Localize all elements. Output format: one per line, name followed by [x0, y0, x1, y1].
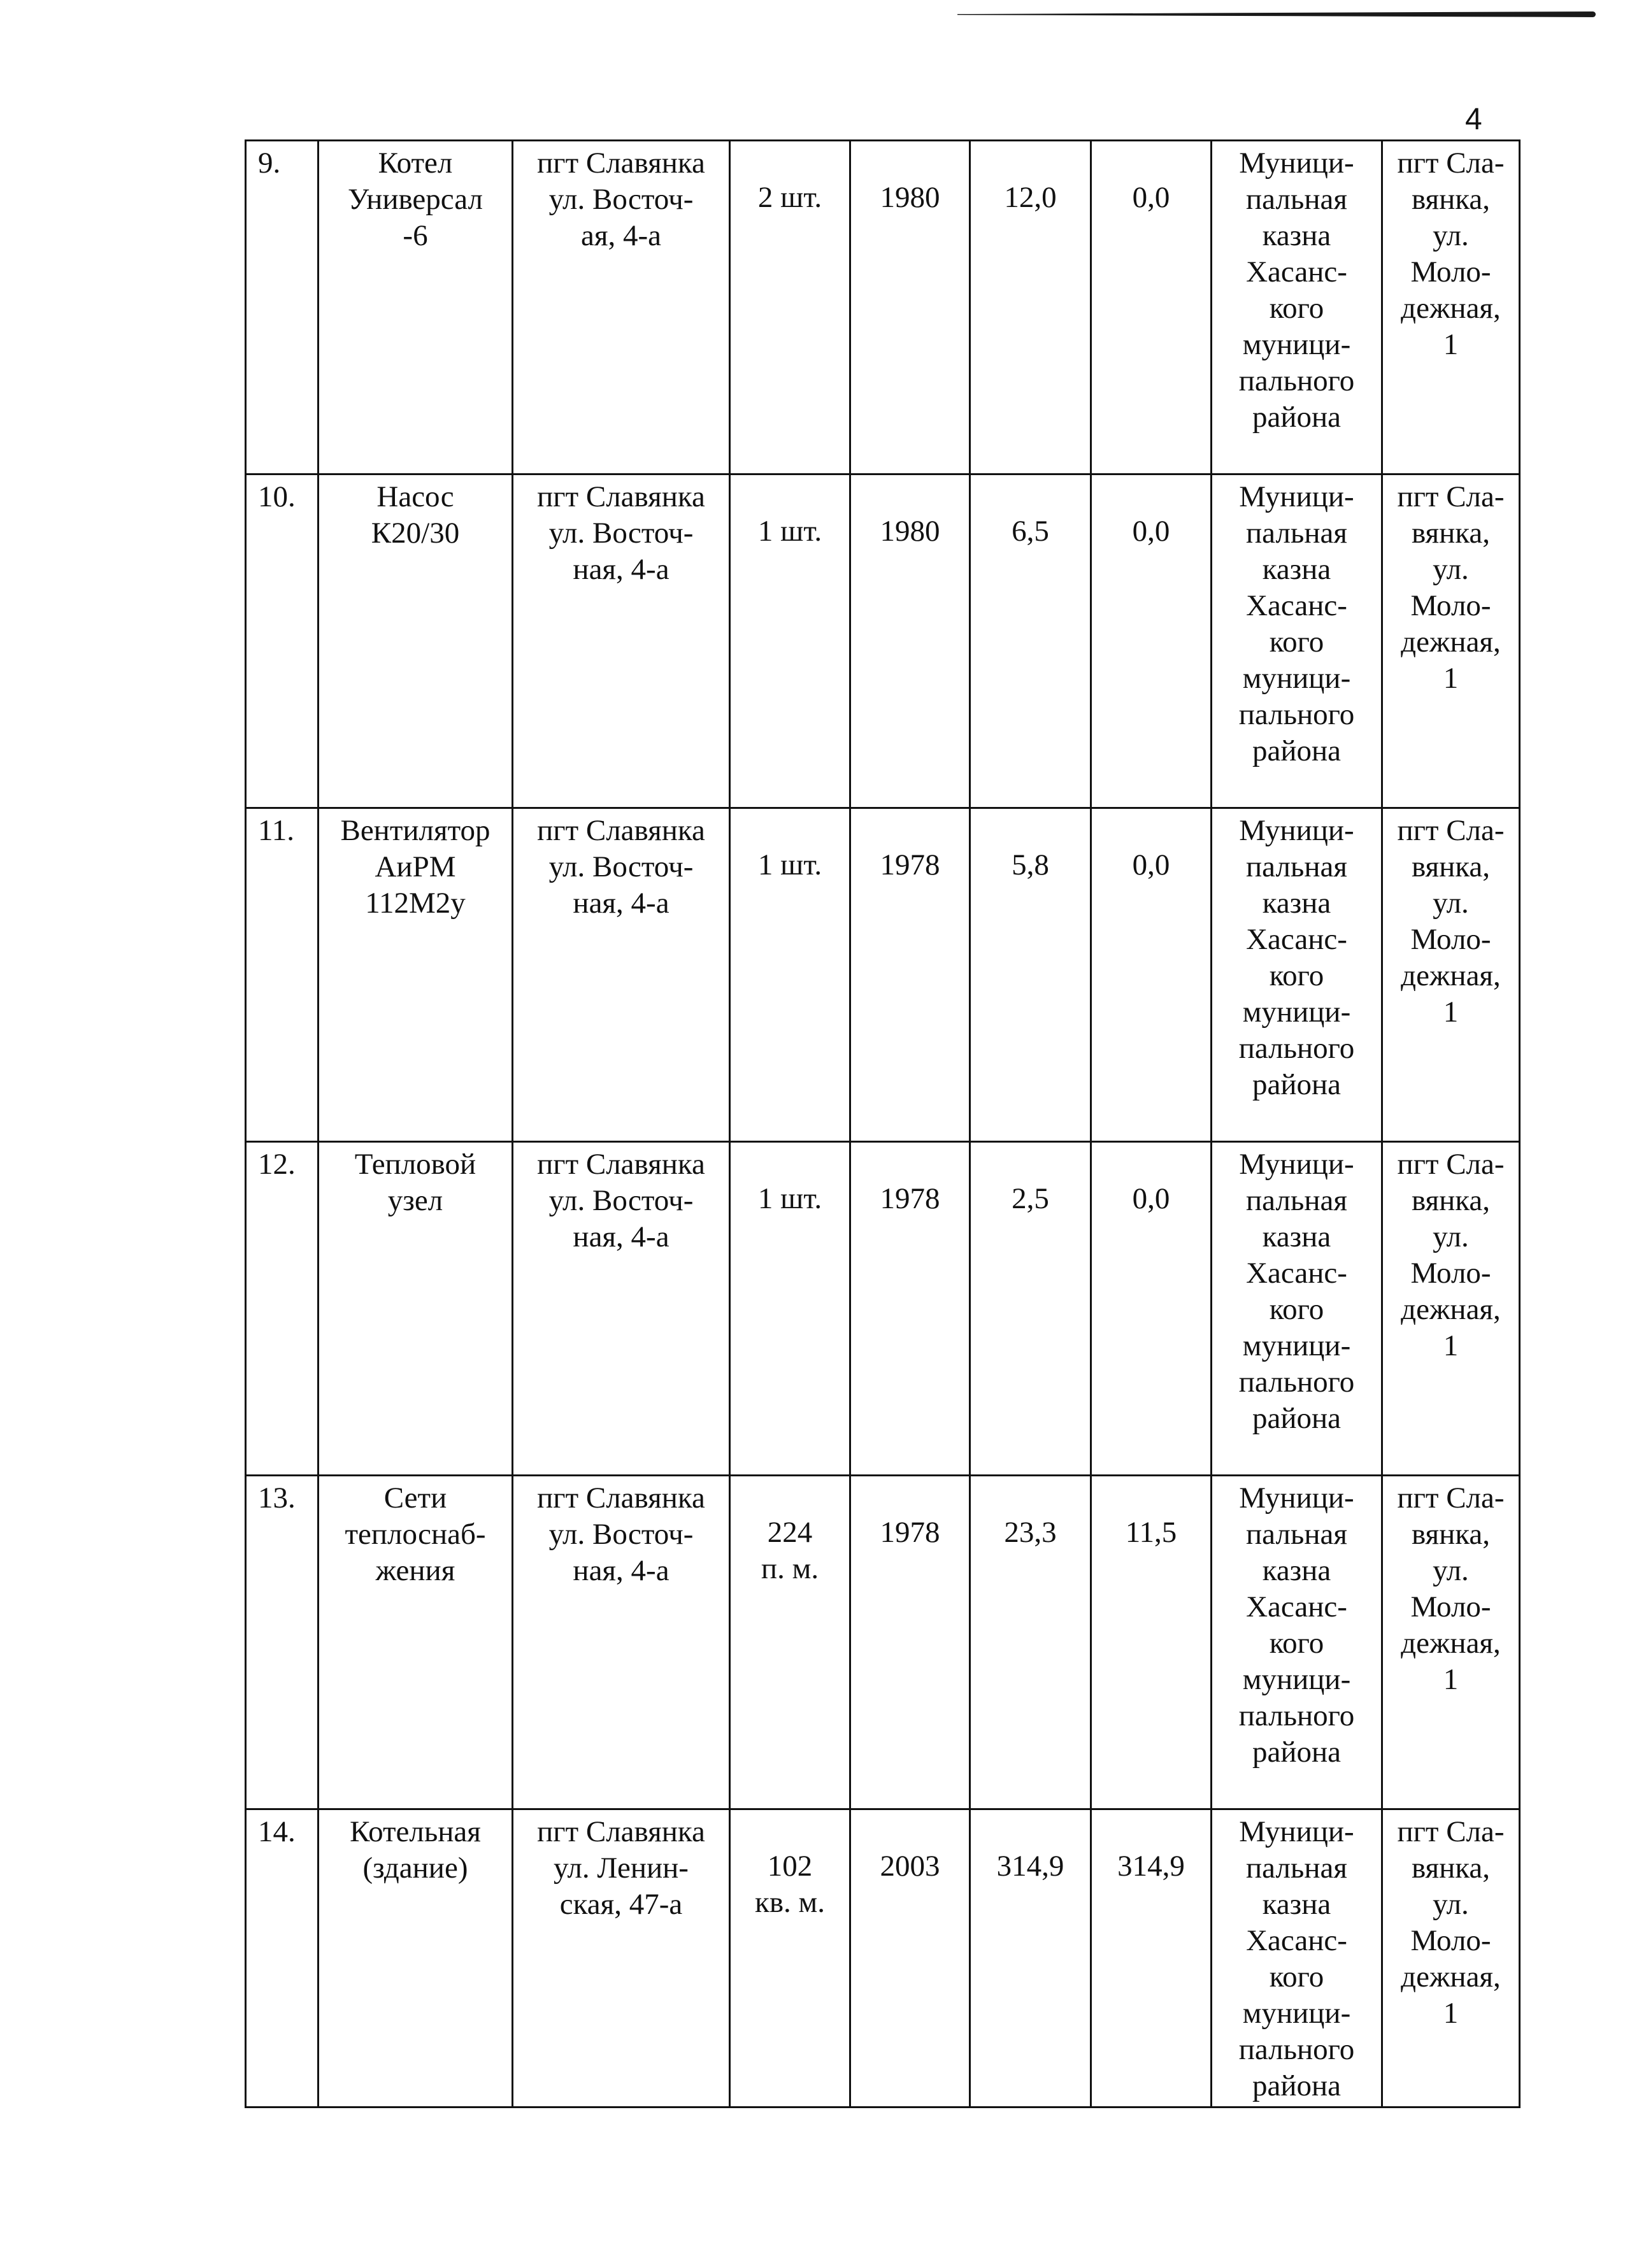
holder-address-cell: пгт Сла- вянка, ул. Моло- дежная, 1 — [1382, 1476, 1520, 1809]
item-name-cell: Тепловой узел — [318, 1142, 513, 1476]
item-address-cell: пгт Славянка ул. Восточ- ная, 4-а — [513, 1142, 730, 1476]
row-number-cell: 9. — [246, 141, 318, 474]
item-name-cell: Вентилятор АиРМ 112М2у — [318, 808, 513, 1142]
residual-value-cell: 0,0 — [1091, 808, 1212, 1142]
owner-cell: Муници- пальная казна Хасанс- кого муници- пального района — [1212, 141, 1382, 474]
item-name-cell: Насос К20/30 — [318, 474, 513, 808]
holder-address-cell: пгт Сла- вянка, ул. Моло- дежная, 1 — [1382, 141, 1520, 474]
residual-value-cell: 314,9 — [1091, 1809, 1212, 2108]
table-row — [246, 1809, 1520, 2108]
residual-value-cell: 0,0 — [1091, 474, 1212, 808]
item-address-cell: пгт Славянка ул. Восточ- ная, 4-а — [513, 808, 730, 1142]
item-quantity-cell: 102 кв. м. — [730, 1809, 850, 2108]
item-address-cell: пгт Славянка ул. Восточ- ная, 4-а — [513, 1476, 730, 1809]
item-address-cell: пгт Славянка ул. Восточ- ная, 4-а — [513, 474, 730, 808]
item-quantity-cell: 1 шт. — [730, 1142, 850, 1476]
item-year-cell: 1978 — [850, 1476, 970, 1809]
residual-value-cell: 11,5 — [1091, 1476, 1212, 1809]
book-value-cell: 12,0 — [970, 141, 1091, 474]
residual-value-cell: 0,0 — [1091, 141, 1212, 474]
item-year-cell: 1980 — [850, 141, 970, 474]
property-table — [245, 139, 1521, 2108]
row-number-cell: 11. — [246, 808, 318, 1142]
page-number: 4 — [1465, 103, 1482, 136]
item-year-cell: 1978 — [850, 808, 970, 1142]
row-number-cell: 10. — [246, 474, 318, 808]
row-number-cell: 12. — [246, 1142, 318, 1476]
header-rule — [957, 11, 1596, 17]
item-year-cell: 2003 — [850, 1809, 970, 2108]
owner-cell: Муници- пальная казна Хасанс- кого муници- пального района — [1212, 1142, 1382, 1476]
table-row — [246, 1142, 1520, 1476]
item-name-cell: Котел Универсал -6 — [318, 141, 513, 474]
book-value-cell: 6,5 — [970, 474, 1091, 808]
item-address-cell: пгт Славянка ул. Ленин- ская, 47-а — [513, 1809, 730, 2108]
holder-address-cell: пгт Сла- вянка, ул. Моло- дежная, 1 — [1382, 1142, 1520, 1476]
owner-cell: Муници- пальная казна Хасанс- кого муници- пального района — [1212, 1476, 1382, 1809]
item-name-cell: Сети теплоснаб- жения — [318, 1476, 513, 1809]
table-row — [246, 474, 1520, 808]
owner-cell: Муници- пальная казна Хасанс- кого муници- пального района — [1212, 808, 1382, 1142]
owner-cell: Муници- пальная казна Хасанс- кого муници- пального района — [1212, 474, 1382, 808]
item-year-cell: 1980 — [850, 474, 970, 808]
item-year-cell: 1978 — [850, 1142, 970, 1476]
item-name-cell: Котельная (здание) — [318, 1809, 513, 2108]
holder-address-cell: пгт Сла- вянка, ул. Моло- дежная, 1 — [1382, 1809, 1520, 2108]
item-quantity-cell: 1 шт. — [730, 474, 850, 808]
row-number-cell: 13. — [246, 1476, 318, 1809]
residual-value-cell: 0,0 — [1091, 1142, 1212, 1476]
holder-address-cell: пгт Сла- вянка, ул. Моло- дежная, 1 — [1382, 474, 1520, 808]
item-quantity-cell: 1 шт. — [730, 808, 850, 1142]
item-address-cell: пгт Славянка ул. Восточ- ая, 4-а — [513, 141, 730, 474]
holder-address-cell: пгт Сла- вянка, ул. Моло- дежная, 1 — [1382, 808, 1520, 1142]
table-row — [246, 141, 1520, 474]
book-value-cell: 2,5 — [970, 1142, 1091, 1476]
row-number-cell: 14. — [246, 1809, 318, 2108]
item-quantity-cell: 224 п. м. — [730, 1476, 850, 1809]
item-quantity-cell: 2 шт. — [730, 141, 850, 474]
book-value-cell: 5,8 — [970, 808, 1091, 1142]
table-row — [246, 1476, 1520, 1809]
table-row — [246, 808, 1520, 1142]
book-value-cell: 23,3 — [970, 1476, 1091, 1809]
book-value-cell: 314,9 — [970, 1809, 1091, 2108]
owner-cell: Муници- пальная казна Хасанс- кого муници- пального района — [1212, 1809, 1382, 2108]
